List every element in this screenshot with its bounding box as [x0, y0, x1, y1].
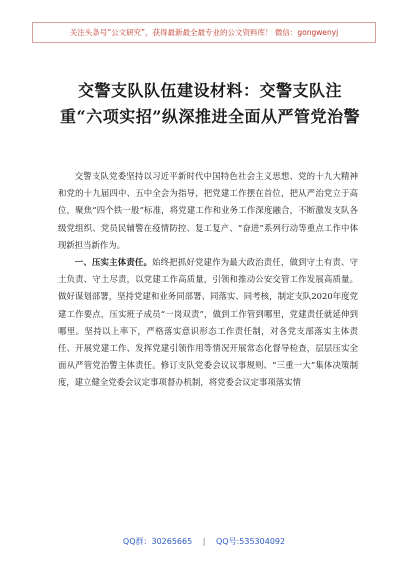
- document-body: [58, 168, 358, 392]
- footer-separator: |: [202, 537, 206, 546]
- paragraph-section-1: [58, 254, 358, 392]
- banner-text: 关注头条号“公文研究”，获得最新最全最专业的公文资料库！ 微信：gongwenyj: [69, 28, 339, 37]
- document-title: 交警支队队伍建设材料：交警支队注重“六项实招”纵深推进全面从严管党治警: [60, 81, 360, 126]
- footer: [0, 536, 408, 547]
- section-body: 始终把抓好党建作为最大政治责任，做到守土有责、守土负责、守土尽责，以党建工作高质量，引领和推动公安交管工作发展高质量。做好谋划部署，坚持党建和业务同部署、同落实、同考核，制定支队2020年度党建工作要点，压实班子成员“一岗双责”，做到工作管到哪里，党建责任就延伸到哪里。坚持以上率下，严格落实意识形态工作责任制，对各党支部落实主体责任、开展党建工作、发挥党建引领作用等情况开展常态化督导检查，层层压实全面从严管党治警主体责任。修订支队党委会议议事规则、“三重一大”集体决策制度，建立健全党委会议定事项督办机制，将党委会议定事项落实情: [58, 257, 358, 388]
- paragraph-intro: 交警支队党委坚持以习近平新时代中国特色社会主义思想、党的十九大精神和党的十九届四中、五中全会为指导，把党建工作摆在首位，把从严治党立于高位，聚焦“四个铁一般”标准，将党建工作和业务工作深度融合，不断激发支队各级党组织、党员民辅警在疫情防控、复工复产、“奋进”系列行动等重点工作中体现新担当新作为。: [58, 171, 358, 250]
- header-banner: [32, 22, 376, 43]
- qq-group-text: QQ群：30265665: [122, 537, 193, 546]
- section-heading: 一、压实主体责任。: [74, 257, 153, 268]
- qq-number-text: QQ号:535304092: [216, 537, 286, 546]
